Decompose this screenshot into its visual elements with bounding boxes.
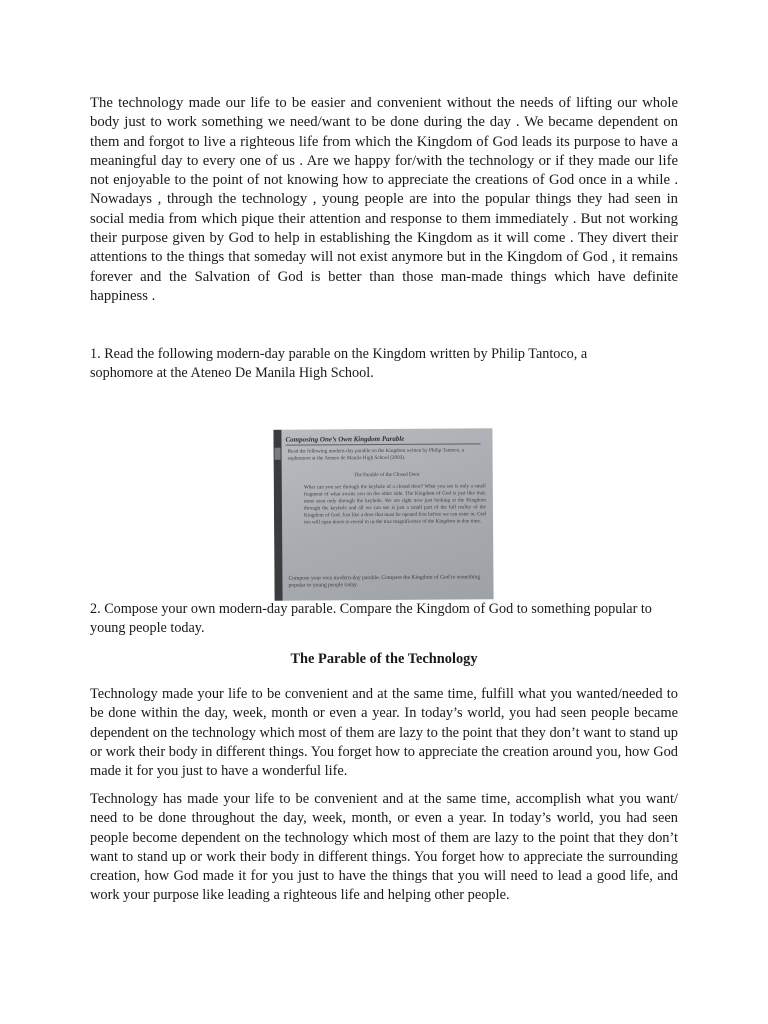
intro-paragraph: The technology made our life to be easier and convenient without the needs of lifting our whole body just to work something we need/want to be done during the day . We became dependent on them and forgot to live a righteous life from which the Kingdom of God leads its purpose to have a meaningful day to every one of us . Are we happy for/with the technology or if they made our life not enjoyable to the point of not knowing how to appreciate the creations of God once in a while . Nowadays , through the technology , young people are into the popular things they had seen in social media from which pique their attention and response to them immediately . But not working their purpose given by God to help in establishing the Kingdom as it will come . They divert their attentions to the things that someday will not exist anymore but in the Kingdom of God , it remains forever and the Salvation of God is better than those man-made things which have definite happiness . [90, 95, 678, 304]
photo-instruction: Read the following modern-day parable on the Kingdom written by Philip Tantoco, a sophomore at the Ateneo de Manila High School (2003). [287, 447, 465, 462]
photo-parable-text: What can you see through the keyhole of a closed door? What you see is only a small fragment of what awaits you on the other side. The Kingdom of God is just like that; most seen only through the keyhole. We are right now just looking at the Kingdom through the keyhole and all we can see is just a small part of the full reality of the Kingdom of God. Just like a door that must be opened first before we can enter in, God too will open doors to reveal to us the true magnificence of the Kingdom in due time. [303, 483, 487, 526]
question-1: 1. Read the following modern-day parable on the Kingdom written by Philip Tantoco, a sophomore at the Ateneo De Manila High School. [90, 346, 588, 381]
photo-parable-title: The Parable of the Closed Door [353, 471, 420, 479]
spine-mark [275, 448, 281, 460]
question-2: 2. Compose your own modern-day parable. Compare the Kingdom of God to something popular to young people today. [90, 601, 652, 636]
story-paragraph-2: Technology has made your life to be convenient and at the same time, accomplish what you want/ need to be done throughout the day, week, month, or even a year. In today’s world, you had seen people become dependent on the technology which most of them are lazy to the point that they don’t want to stand up or work their body in different things. You forget how to appreciate the surrounding creation, how God made it for you just to have the things that you will need to lead a good life, and work your purpose like leading a righteous life and helping other people. [90, 791, 678, 904]
book-spine [273, 430, 282, 601]
story-paragraph-1: Technology made your life to be convenient and at the same time, fulfill what you wanted/needed to be done within the day, week, month or even a year. In today’s world, you had seen people became dependent on the technology which most of them are lazy to the point that they don’t want to stand up or work their body in different things. You forget how to appreciate the creation around you, how God made it for you just to have a wonderful life. [90, 686, 678, 780]
photo-heading: Composing One’s Own Kingdom Parable [285, 434, 480, 445]
photo-task: Compose your own modern-day parable. Compare the Kingdom of God to something popular to young people today. [288, 574, 481, 589]
story-title: The Parable of the Technology [290, 651, 478, 667]
textbook-photo [273, 428, 493, 601]
